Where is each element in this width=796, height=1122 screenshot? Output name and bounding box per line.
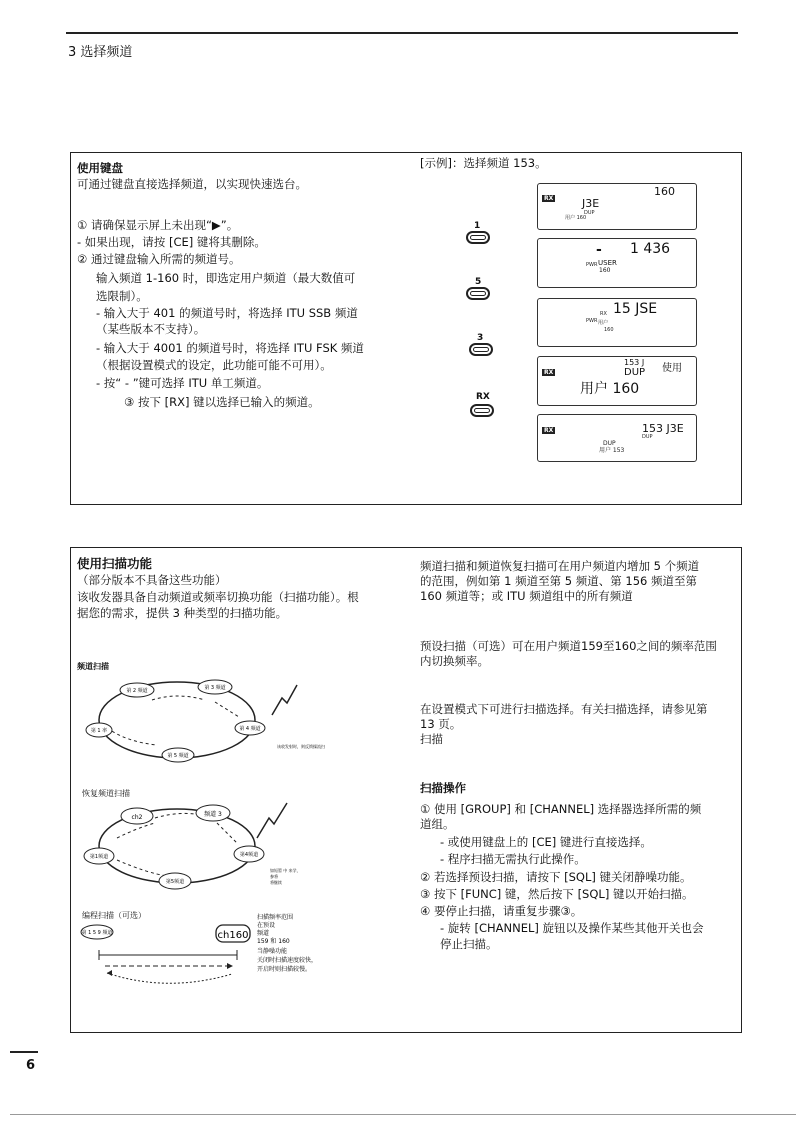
keypad-step: - 按“ - ”键可选择 ITU 单工频道。 xyxy=(96,376,269,390)
scan-operation-heading: 扫描操作 xyxy=(420,781,466,795)
node-label: 第 1 率 xyxy=(90,728,108,734)
key-5-button[interactable] xyxy=(466,287,490,300)
key-1-button[interactable] xyxy=(466,231,490,244)
diagram-note: 将继续 xyxy=(270,880,282,885)
lcd-small-text: DUP xyxy=(624,367,646,378)
preset-scan-text: 内切换频率。 xyxy=(420,654,489,668)
scan-intro: 该收发器具备自动频道或频率切换功能（扫描功能）。根 xyxy=(77,590,359,604)
lcd-prefix: - xyxy=(596,242,602,258)
scan-operation-step: - 或使用键盘上的 [CE] 键进行直接选择。 xyxy=(440,835,652,849)
scan-range-text: 频道扫描和频道恢复扫描可在用户频道内增加 5 个频道 xyxy=(420,559,700,573)
lcd-small-text: 使用 xyxy=(662,363,682,374)
scan-operation-step: ② 若选择预设扫描，请按下 [SQL] 键关闭静噪功能。 xyxy=(420,870,692,884)
node-label: 第 3 频道 xyxy=(204,685,226,691)
program-scan-title: 编程扫描（可选） xyxy=(82,911,146,920)
scan-range-text: 的范围，例如第 1 频道至第 5 频道、第 156 频道至第 xyxy=(420,574,698,588)
resume-scan-title: 恢复频道扫描 xyxy=(82,789,130,798)
node-label: 第4频道 xyxy=(239,852,259,858)
channel-scan-diagram xyxy=(77,670,377,775)
node-label: ch160 xyxy=(217,930,249,941)
node-label: 第 1 5 9 频道 xyxy=(81,930,113,936)
lcd-channel: 160 xyxy=(654,185,675,198)
key-label: 1 xyxy=(474,221,481,231)
key-label: RX xyxy=(476,392,490,402)
keypad-step: - 输入大于 401 的频道号时，将选择 ITU SSB 频道 xyxy=(96,306,358,320)
rx-badge: RX xyxy=(544,427,554,434)
channel-scan-title: 频道扫描 xyxy=(77,662,109,671)
key-3-button[interactable] xyxy=(469,343,493,356)
scan-operation-step: - 旋转 [CHANNEL] 旋钮以及操作某些其他开关也会 xyxy=(440,921,704,935)
keypad-step: （根据设置模式的设定，此功能可能不可用）。 xyxy=(96,358,332,372)
keypad-step: - 如果出现，请按 [CE] 键将其删除。 xyxy=(77,235,266,249)
lcd-small-text: 153 J xyxy=(624,358,645,367)
lcd-small-text: 用户 160 xyxy=(565,215,587,221)
lcd-frequency: 1 436 xyxy=(630,241,671,257)
diagram-note: 如短暂 中 来学， xyxy=(270,868,301,873)
keypad-step: ③ 按下 [RX] 键以选择已输入的频道。 xyxy=(124,395,320,409)
node-label: 频道 3 xyxy=(204,811,222,818)
scan-operation-step: - 程序扫描无需执行此操作。 xyxy=(440,852,586,866)
setting-text: 在设置模式下可进行扫描选择。有关扫描选择，请参见第 xyxy=(420,702,708,716)
node-label: 第 2 频道 xyxy=(126,688,148,694)
lcd-small-text: 用户 153 xyxy=(599,447,625,454)
scan-range-text: 160 频道等；或 ITU 频道组中的所有频道 xyxy=(420,589,633,603)
scan-operation-step: ① 使用 [GROUP] 和 [CHANNEL] 选择器选择所需的频 xyxy=(420,802,702,816)
diagram-note: 扫描频率范围 xyxy=(257,914,294,921)
setting-text: 扫描 xyxy=(420,732,443,746)
keypad-intro: 可通过键盘直接选择频道，以实现快速选台。 xyxy=(77,177,307,191)
node-label: ch2 xyxy=(131,814,143,821)
key-rx-button[interactable] xyxy=(470,404,494,417)
key-label: 3 xyxy=(477,333,484,343)
keypad-step: 选限制）。 xyxy=(96,289,148,303)
rx-badge: RX xyxy=(544,195,554,202)
lcd-small-text: DUP xyxy=(642,434,653,440)
node-label: 第1频道 xyxy=(89,854,109,860)
diagram-note: 开启时则扫描较慢。 xyxy=(257,966,312,973)
keypad-step: - 输入大于 4001 的频道号时，将选择 ITU FSK 频道 xyxy=(96,341,364,355)
scan-intro: 据您的需求，提供 3 种类型的扫描功能。 xyxy=(77,606,288,620)
rx-badge: RX xyxy=(544,369,554,376)
example-label: [示例]：选择频道 153。 xyxy=(420,156,547,170)
lcd-display-1 xyxy=(537,183,697,230)
diagram-note: 在预设 xyxy=(257,922,276,929)
scan-operation-step: 停止扫描。 xyxy=(440,937,498,951)
keypad-step: ② 通过键盘输入所需的频道号。 xyxy=(77,252,241,266)
lcd-small-text: USER xyxy=(598,259,617,267)
preset-scan-text: 预设扫描（可选）可在用户频道159至160之间的频率范围 xyxy=(420,639,717,653)
section-title: 3 选择频道 xyxy=(68,45,133,60)
scan-operation-step: ③ 按下 [FUNC] 键，然后按下 [SQL] 键以开始扫描。 xyxy=(420,887,694,901)
lcd-small-text: 160 xyxy=(604,327,614,333)
lcd-mode: J3E xyxy=(582,197,600,210)
lcd-small-text: 160 xyxy=(599,267,611,274)
diagram-note: 159 和 160 xyxy=(257,938,290,945)
lcd-mode: 153 J3E xyxy=(642,422,684,435)
lcd-display-2 xyxy=(537,238,697,288)
diagram-note: 关闭时扫描速度较快， xyxy=(257,957,318,964)
keypad-step: 输入频道 1-160 时，即选定用户频道（最大数值可 xyxy=(96,271,356,285)
scan-operation-step: ④ 要停止扫描，请重复步骤③。 xyxy=(420,904,583,918)
lcd-display-5 xyxy=(537,414,697,462)
node-label: 第 4 频道 xyxy=(239,726,261,732)
lcd-small-text: 用户 xyxy=(598,320,609,326)
lcd-small-text: RX xyxy=(600,311,607,317)
node-label: 第 5 频道 xyxy=(167,753,189,759)
scan-heading: 使用扫描功能 xyxy=(77,556,153,571)
lcd-display-3 xyxy=(537,298,697,347)
key-label: 5 xyxy=(475,277,482,287)
lcd-frequency: 15 JSE xyxy=(613,301,658,317)
lcd-user-channel: 用户 160 xyxy=(580,381,640,397)
setting-text: 13 页。 xyxy=(420,717,462,731)
lcd-small-text: PWR xyxy=(586,262,598,268)
page-number: 6 xyxy=(26,1058,36,1073)
bottom-rule xyxy=(10,1114,796,1115)
header-rule xyxy=(66,32,738,34)
diagram-note: 当静噪功能 xyxy=(257,948,288,955)
scan-operation-step: 道组。 xyxy=(420,817,455,831)
scan-intro: （部分版本不具备这些功能） xyxy=(77,573,227,587)
keypad-step: ① 请确保显示屏上未出现“▶”。 xyxy=(77,218,239,232)
keypad-step: （某些版本不支持）。 xyxy=(96,322,206,336)
diagram-note: 频道 xyxy=(257,930,270,937)
diagram-note: 参将 xyxy=(270,874,278,879)
footer-rule xyxy=(10,1051,38,1053)
diagram-note: 该收发射时，则反馈操流扫 xyxy=(277,744,325,749)
lcd-small-text: PWR xyxy=(586,318,598,324)
keypad-heading: 使用键盘 xyxy=(77,161,123,175)
resume-scan-diagram xyxy=(77,798,377,893)
lcd-display-4 xyxy=(537,356,697,406)
node-label: 第5频道 xyxy=(165,879,185,885)
lcd-small-text: DUP xyxy=(603,440,616,447)
lcd-small-text: DUP xyxy=(584,210,595,216)
